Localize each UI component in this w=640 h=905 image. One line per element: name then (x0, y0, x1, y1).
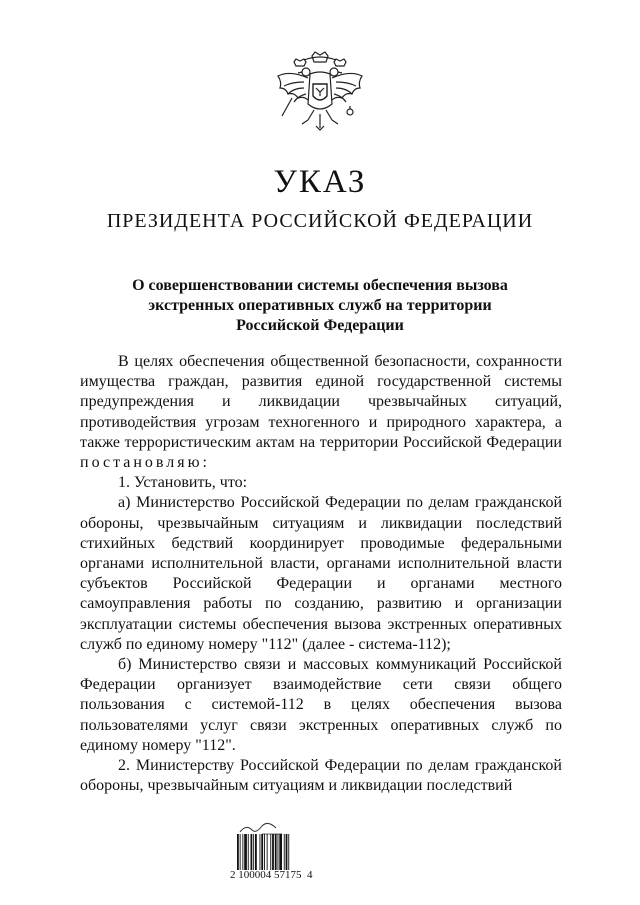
decree-heading (80, 276, 560, 336)
barcode-bar (284, 834, 285, 870)
barcode-bar (267, 834, 268, 870)
barcode-bar (286, 834, 288, 870)
barcode-bar (244, 834, 247, 870)
decree-heading-line: экстренных оперативных служб на территории (148, 297, 492, 314)
barcode-bar (260, 834, 261, 870)
barcode-bar (288, 834, 289, 870)
decree-heading-line: О совершенствовании системы обеспечения вызова (132, 277, 508, 294)
preamble-paragraph (80, 352, 562, 473)
barcode-number: 2 100004 57175 4 (230, 869, 313, 881)
item-2: 2. Министерству Российской Федерации по делам гражданской обороны, чрезвычайным ситуациям и ликвидации последствий (80, 757, 562, 795)
document-subtitle: ПРЕЗИДЕНТА РОССИЙСКОЙ ФЕДЕРАЦИИ (106, 210, 534, 232)
barcode-bar (251, 834, 253, 870)
barcode-icon (236, 834, 306, 872)
coat-of-arms-icon (270, 48, 370, 148)
barcode-bar (253, 834, 254, 870)
barcode-bar (261, 834, 263, 870)
barcode-bar (240, 834, 241, 870)
barcode-bar (279, 834, 282, 870)
item-1b: б) Министерство связи и массовых коммуникаций Российской Федерации организует взаимодействие сети связи общего пользования с системой-112 в целях обеспечения вызова пользователями услуг связи экстренных оперативных служб по единому номеру "112". (80, 656, 562, 754)
preamble-text: В целях обеспечения общественной безопасности, сохранности имущества граждан, развития единой государственной системы предупреждения и ликвидации чрезвычайных ситуаций, противодействия угрозам техногенного и природного характера, а также террористическим актам на территории Российской Федерации (80, 353, 562, 451)
barcode-bar (242, 834, 243, 870)
item-1a: а) Министерство Российской Федерации по делам гражданской обороны, чрезвычайным ситуациям и ликвидации последствий стихийных бедствий координирует проводимые федеральными органами исполнительной власти, органами исполнительной власти субъектов Российской Федерации и органами местного самоуправления работы по созданию, развитию и организации эксплуатации системы обеспечения вызова экстренных оперативных служб по единому номеру "112" (далее - система-112); (80, 494, 562, 653)
document-title: УКАЗ (273, 164, 367, 200)
barcode-bar (248, 834, 249, 870)
barcode-bar (255, 834, 257, 870)
barcode-bar (278, 834, 279, 870)
barcode-bar (264, 834, 265, 870)
barcode-bar (237, 834, 239, 870)
decree-heading-line: Российской Федерации (236, 317, 404, 334)
item-1: 1. Установить, что: (118, 474, 248, 492)
barcode-bar (270, 834, 271, 870)
barcode-bar (272, 834, 274, 870)
decree-body (80, 352, 562, 796)
barcode-bar (275, 834, 277, 870)
decree-word: постановляю: (80, 454, 210, 472)
